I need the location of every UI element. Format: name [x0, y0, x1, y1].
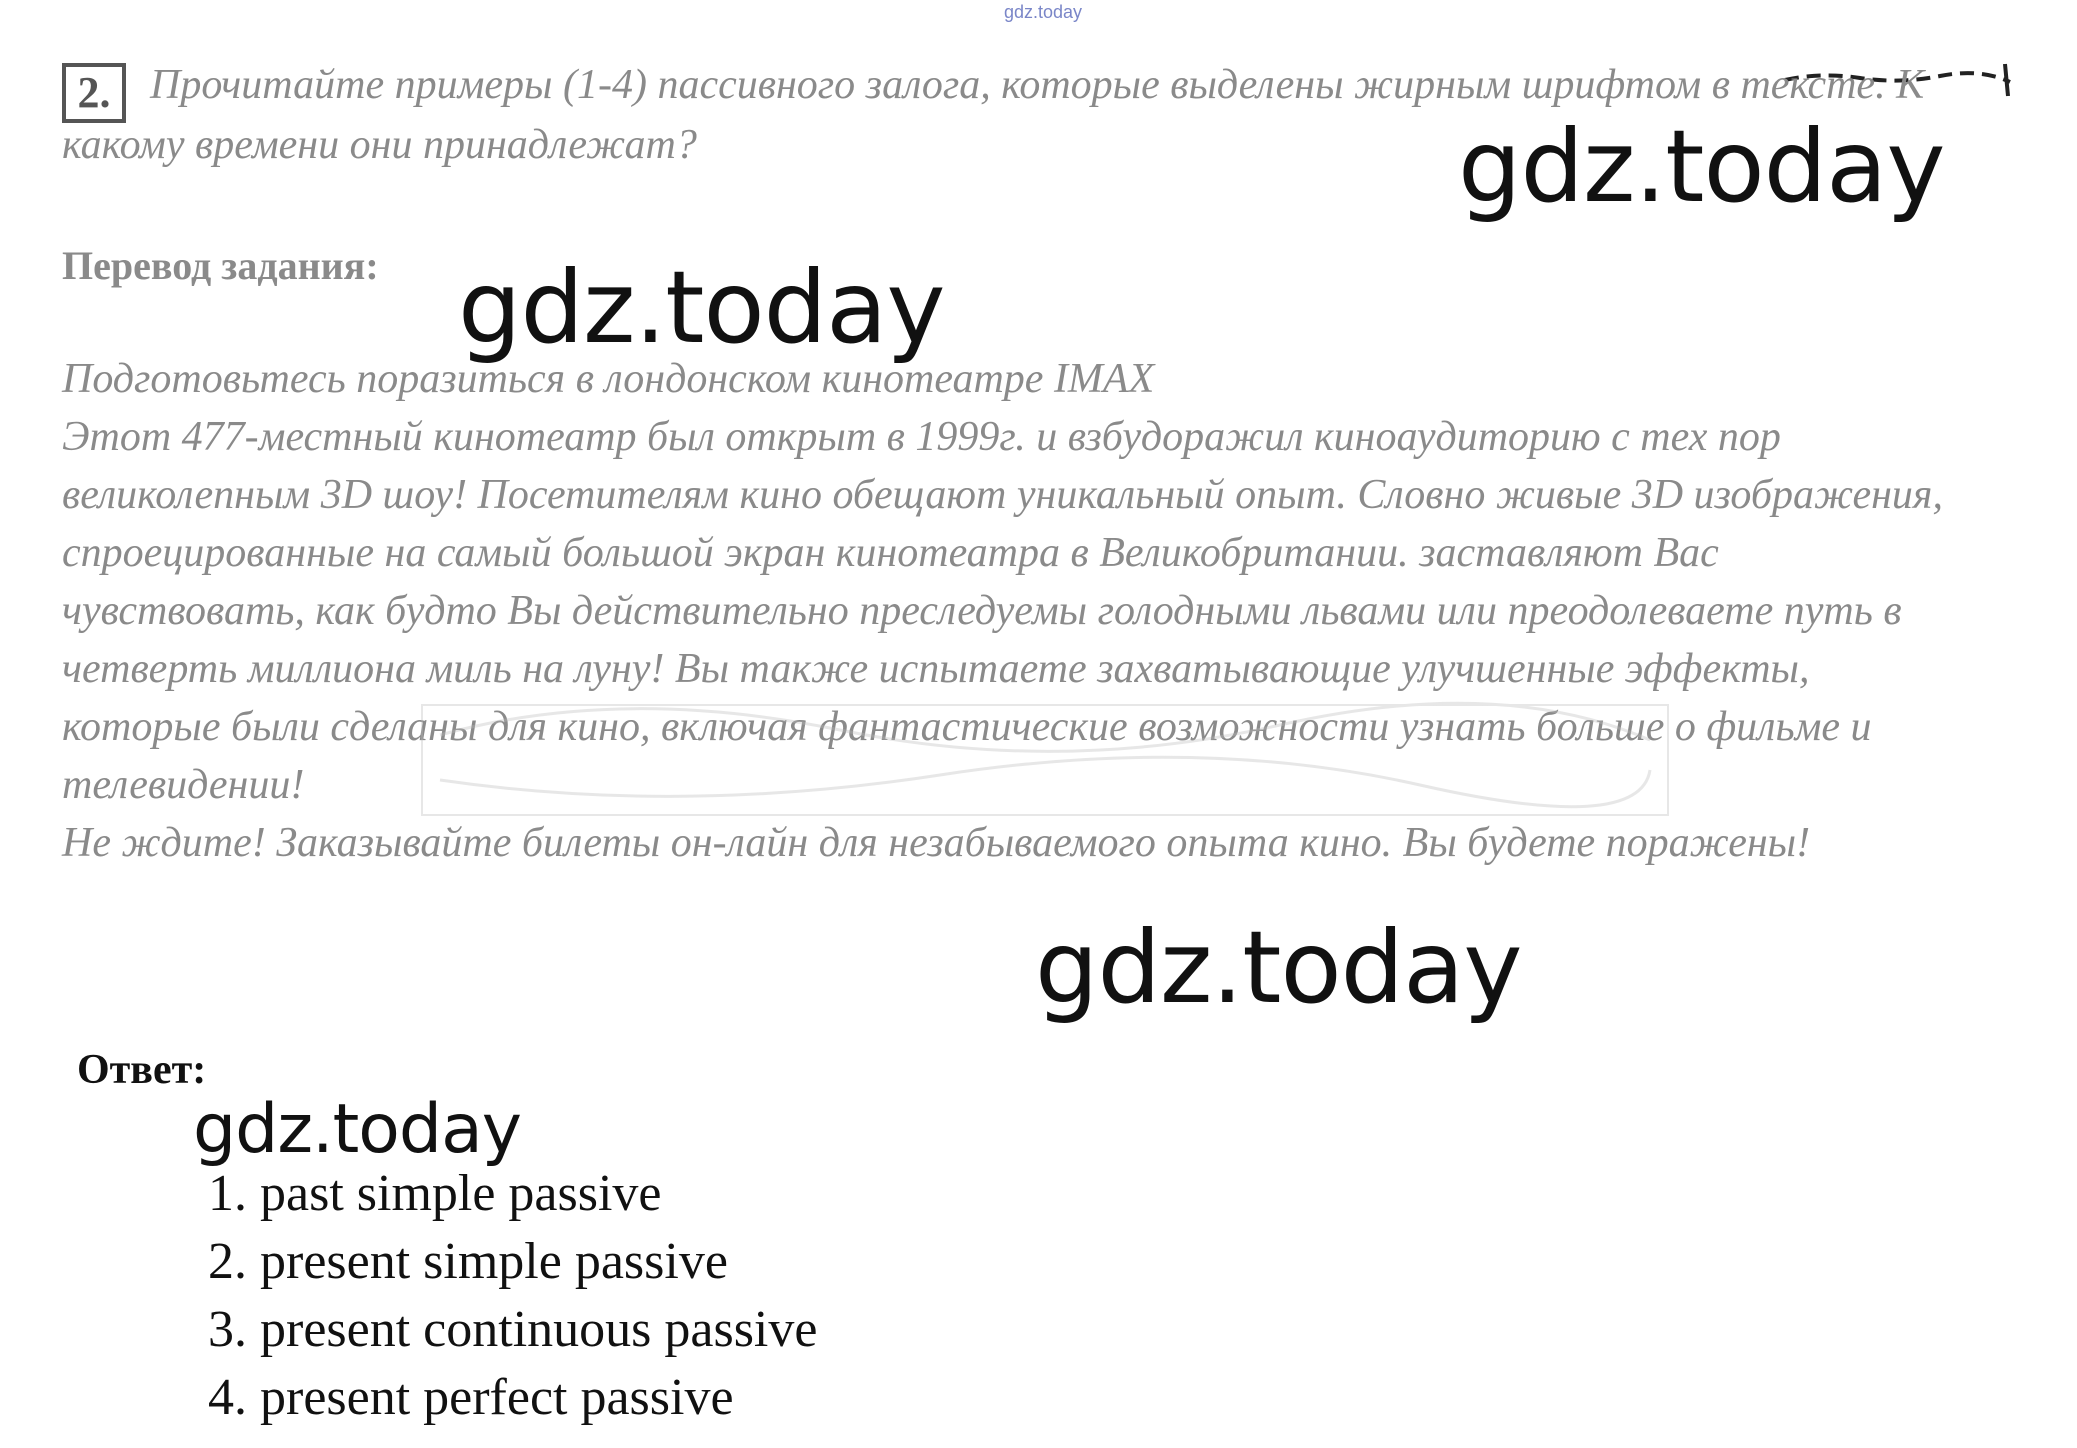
- answer-list: [208, 1160, 817, 1432]
- translation-paragraph: Не ждите! Заказывайте билеты он-лайн для незабываемого опыта кино. Вы будете поражены!: [62, 820, 1811, 866]
- watermark-text: gdz.today: [1035, 909, 1522, 1026]
- top-site-mark: gdz.today: [1004, 2, 1083, 22]
- watermark-text: gdz.today: [458, 249, 945, 366]
- answer-item: 2. present simple passive: [208, 1233, 728, 1290]
- translation-heading: Перевод задания:: [62, 243, 379, 288]
- task-number-box: 2.: [62, 63, 126, 123]
- translation-paragraph: Подготовьтесь поразиться в лондонском кинотеатре IMAX: [62, 356, 1155, 402]
- faint-stamp-mark: [420, 665, 1670, 835]
- task-instruction: Прочитайте примеры (1-4) пассивного залога, которые выделены жирным шрифтом в тексте. К какому времени они принадлежат?: [62, 62, 1924, 168]
- answer-item: 1. past simple passive: [208, 1165, 662, 1222]
- answer-heading: Ответ:: [77, 1047, 207, 1093]
- watermark-text: gdz.today: [193, 1090, 521, 1169]
- watermark-text: gdz.today: [1458, 108, 1945, 225]
- translation-paragraph: Этот 477-местный кинотеатр был открыт в 1999г. и взбудоражил киноаудиторию с тех пор великолепным 3D шоу! Посетителям кино обещают уникальный опыт. Словно живые 3D изображения, спроецированные на самый большой экран кинотеатра в Великобритании. заставляют Вас чувствовать, как будто Вы действительно преследуемы голодными львами или преодолеваете путь в четверть миллиона миль на луну! Вы также испытаете захватывающие улучшенные эффекты, которые были сделаны для кино, включая фантастические возможности узнать больше о фильме и телевидении!: [62, 414, 1943, 808]
- answer-item: 4. present perfect passive: [208, 1369, 734, 1426]
- answer-item: 3. present continuous passive: [208, 1301, 818, 1358]
